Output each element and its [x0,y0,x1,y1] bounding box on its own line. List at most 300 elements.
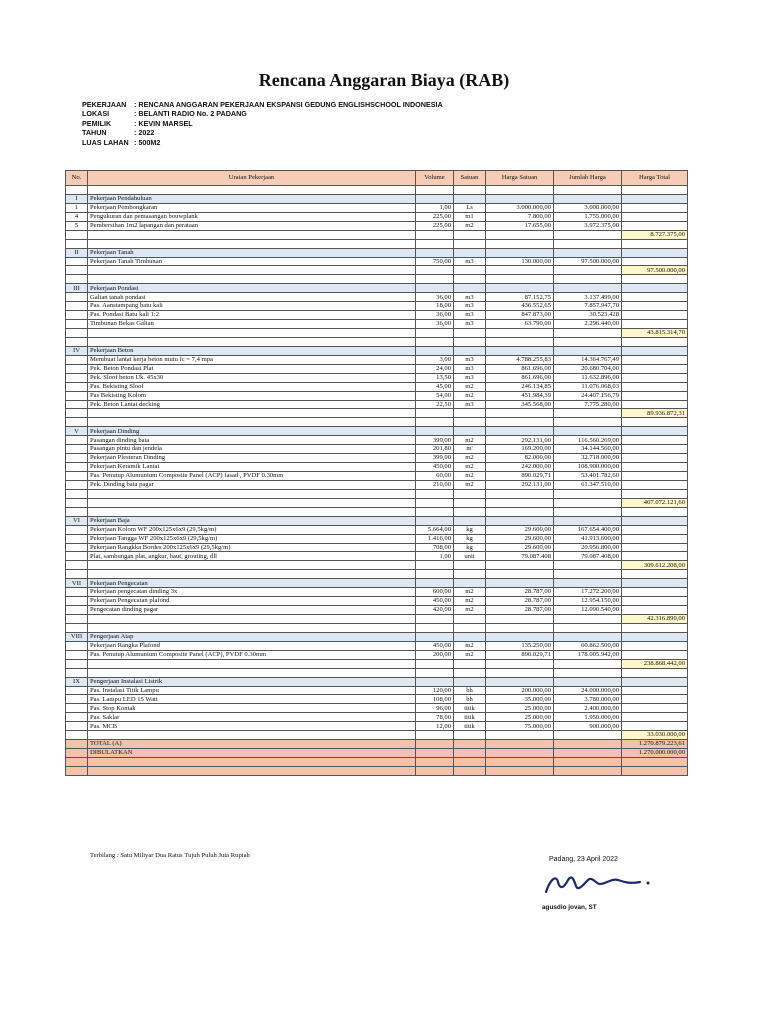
signer-name: agusdio jovan, ST [542,904,597,911]
item-amount: 17.272.200,00 [554,588,622,597]
section-total: 33.030.000,00 [622,731,688,740]
table-cell [622,588,688,597]
subtotal-row [66,659,688,668]
table-cell [486,489,554,498]
table-cell [622,248,688,257]
rab-table [65,170,688,776]
table-cell [554,632,622,641]
table-cell [554,346,622,355]
item-description: Pasangan pintu dan jendela [88,445,416,454]
blank-row [66,186,688,195]
section-total: 238.868.442,00 [622,659,688,668]
table-cell [622,275,688,284]
table-cell [66,275,88,284]
table-cell [416,570,454,579]
table-cell [554,677,622,686]
table-cell [454,632,486,641]
item-volume: 96,00 [416,704,454,713]
item-row [66,480,688,489]
table-cell [66,418,88,427]
table-cell [622,346,688,355]
info-row [82,100,443,109]
item-unit: m2 [454,588,486,597]
item-amount: 53.401.782,60 [554,472,622,481]
info-key: PEMILIK [82,118,112,128]
table-cell [486,579,554,588]
table-cell [622,400,688,409]
table-cell [66,498,88,507]
item-volume: 750,00 [416,257,454,266]
table-cell [622,695,688,704]
item-unit-price: 135.250,00 [486,641,554,650]
item-number [66,588,88,597]
table-cell [416,275,454,284]
item-unit-price: 28.787,00 [486,597,554,606]
table-cell [622,641,688,650]
table-cell [554,498,622,507]
table-cell [66,623,88,632]
item-unit-price: 890.029,71 [486,650,554,659]
item-row [66,650,688,659]
table-cell [486,632,554,641]
item-volume: 200,00 [416,650,454,659]
item-amount: 14.364.767,49 [554,355,622,364]
table-cell [622,382,688,391]
item-unit-price: 87.152,75 [486,293,554,302]
section-number: IX [66,677,88,686]
table-cell [416,346,454,355]
item-number [66,355,88,364]
table-cell [416,194,454,203]
table-cell [66,668,88,677]
table-cell [622,311,688,320]
item-unit-price: 847.873,00 [486,311,554,320]
table-cell [486,329,554,338]
table-cell [416,337,454,346]
column-header: Volume [416,171,454,186]
table-cell [416,766,454,775]
table-cell [88,329,416,338]
table-cell [622,650,688,659]
table-cell [622,320,688,329]
table-cell [622,302,688,311]
table-cell [416,329,454,338]
section-name: Pekerjaan Pendahuluan [88,194,416,203]
item-volume: 399,00 [416,436,454,445]
section-name: Pengerjaan Atap [88,632,416,641]
signature [540,866,655,900]
table-cell [454,418,486,427]
table-cell [486,248,554,257]
item-unit-price: 79.087.408 [486,552,554,561]
table-cell [88,766,416,775]
item-amount: 34.144.560,00 [554,445,622,454]
table-cell [66,659,88,668]
table-cell [88,230,416,239]
table-cell [454,659,486,668]
item-row [66,534,688,543]
item-unit-price: 7.800,00 [486,212,554,221]
item-unit: m2 [454,391,486,400]
item-number [66,543,88,552]
item-unit-price: 29.600,00 [486,525,554,534]
item-amount: 11.632.896,00 [554,373,622,382]
item-unit: m2 [454,480,486,489]
item-row [66,704,688,713]
table-cell [416,677,454,686]
item-row [66,364,688,373]
item-description: Pas. Penutup Alumunium Composite Panel (ACP) fasad , PVDF 0.30mm [88,472,416,481]
item-description: Pembersihan 1m2 lapangan dan perataan [88,221,416,230]
table-cell [622,427,688,436]
table-cell [554,615,622,624]
item-volume: 450,00 [416,463,454,472]
item-amount: 3.137.499,00 [554,293,622,302]
item-row [66,212,688,221]
info-value: : RENCANA ANGGARAN PEKERJAAN EKSPANSI GEDUNG ENGLISHSCHOOL INDONESIA [134,100,443,109]
item-amount: 2.296.440,00 [554,320,622,329]
item-unit: kg [454,534,486,543]
item-description: Pas. Aanstampang batu kali [88,302,416,311]
table-cell [66,615,88,624]
table-cell [622,436,688,445]
item-number [66,364,88,373]
item-unit-price: 17.655,00 [486,221,554,230]
item-description: Pas. Lampu LED 15 Watt [88,695,416,704]
item-number [66,257,88,266]
table-cell [66,570,88,579]
column-header: No. [66,171,88,186]
item-description: Pas. Stop Kontak [88,704,416,713]
item-unit-price: 28.787,00 [486,606,554,615]
table-cell [554,570,622,579]
column-header: Satuan [454,171,486,186]
item-unit: m2 [454,436,486,445]
item-volume: 1,00 [416,203,454,212]
item-unit: m2 [454,650,486,659]
item-description: Pek. Beton Pondasi Plat [88,364,416,373]
item-unit-price: 35.000,00 [486,695,554,704]
item-number [66,445,88,454]
summary-label: DIBULATKAN [88,749,416,758]
section-number: III [66,284,88,293]
item-volume: 210,00 [416,480,454,489]
info-row [82,138,443,147]
item-volume: 225,00 [416,212,454,221]
item-number [66,597,88,606]
item-number [66,293,88,302]
item-number [66,480,88,489]
table-cell [554,561,622,570]
column-header: Jumlah Harga [554,171,622,186]
table-cell [416,516,454,525]
table-cell [486,570,554,579]
table-cell [622,355,688,364]
table-cell [454,507,486,516]
item-unit: m' [454,445,486,454]
table-cell [416,230,454,239]
item-number [66,552,88,561]
item-amount: 30.523.428 [554,311,622,320]
table-cell [88,615,416,624]
item-amount: 7.857.947,70 [554,302,622,311]
item-unit: bh [454,686,486,695]
table-cell [486,337,554,346]
table-cell [622,221,688,230]
item-unit: m1 [454,212,486,221]
table-cell [66,766,88,775]
item-amount: 2.400.000,00 [554,704,622,713]
table-cell [554,740,622,749]
item-row [66,373,688,382]
table-cell [66,731,88,740]
table-cell [416,758,454,767]
summary-value: 1.270.879.223,61 [622,740,688,749]
item-description: Pekerjaan Kolom WF 200x125x6x9 (29,5kg/m) [88,525,416,534]
blank-row [66,418,688,427]
item-volume: 36,00 [416,311,454,320]
summary-label: TOTAL (A) [88,740,416,749]
item-row [66,722,688,731]
section-name: Pekerjaan Pengecatan [88,579,416,588]
table-cell [486,266,554,275]
table-cell [88,623,416,632]
item-row [66,606,688,615]
table-cell [454,498,486,507]
item-volume: 36,00 [416,320,454,329]
blank-row [66,668,688,677]
item-description: Plat, sambungan plat, angkur, baut, grouting, dll [88,552,416,561]
item-unit-price: 292.131,00 [486,436,554,445]
table-cell [486,758,554,767]
table-cell [66,489,88,498]
item-number [66,534,88,543]
table-cell [88,239,416,248]
item-number [66,650,88,659]
item-row [66,463,688,472]
table-cell [66,266,88,275]
table-cell [554,248,622,257]
item-unit-price: 292.131,00 [486,480,554,489]
table-cell [486,275,554,284]
table-cell [454,623,486,632]
table-cell [622,239,688,248]
table-cell [416,266,454,275]
item-description: Pas. Instalasi Titik Lampu [88,686,416,695]
item-unit: unit [454,552,486,561]
item-row [66,695,688,704]
amount-in-words: Terbilang : Satu Miliyar Dua Ratus Tujuh Puluh Juta Rupiah [90,852,250,859]
item-unit-price: 200.000,00 [486,686,554,695]
table-cell [486,346,554,355]
item-unit: m2 [454,221,486,230]
subtotal-row [66,409,688,418]
item-description: Pekerjaan pengecatan dinding 3x [88,588,416,597]
section-total: 407.072.121,60 [622,498,688,507]
table-cell [66,337,88,346]
item-unit-price: 890.029,71 [486,472,554,481]
table-cell [88,570,416,579]
table-cell [416,632,454,641]
item-row [66,257,688,266]
item-row [66,713,688,722]
table-cell [88,561,416,570]
table-cell [416,579,454,588]
table-cell [416,248,454,257]
subtotal-row [66,561,688,570]
section-number: VIII [66,632,88,641]
item-number [66,436,88,445]
item-unit-price: 25.000,00 [486,704,554,713]
section-total: 97.500.000,00 [622,266,688,275]
table-cell [554,749,622,758]
table-cell [454,615,486,624]
item-volume: 18,00 [416,302,454,311]
item-unit-price: 28.787,00 [486,588,554,597]
table-cell [454,194,486,203]
item-unit: m3 [454,320,486,329]
table-cell [66,239,88,248]
table-cell [416,427,454,436]
item-unit-price: 861.696,00 [486,373,554,382]
table-cell [88,507,416,516]
item-unit: titik [454,722,486,731]
item-unit-price: 130.000,00 [486,257,554,266]
item-unit: m3 [454,355,486,364]
table-cell [622,632,688,641]
table-cell [622,534,688,543]
item-unit: m2 [454,463,486,472]
item-unit: m3 [454,311,486,320]
table-cell [416,561,454,570]
table-cell [88,659,416,668]
item-description: Pekerjaan Plesteran Dinding [88,454,416,463]
table-cell [554,427,622,436]
item-volume: 54,00 [416,391,454,400]
summary-value: 1.270.000.000,00 [622,749,688,758]
table-cell [554,507,622,516]
section-total: 43.815.314,70 [622,329,688,338]
item-row [66,293,688,302]
item-volume: 225,00 [416,221,454,230]
table-cell [622,257,688,266]
table-cell [554,659,622,668]
item-amount: 11.076.068,03 [554,382,622,391]
table-cell [622,766,688,775]
item-description: Pas. Penutup Alumunium Composite Panel (ACP), PVDF 0.30mm [88,650,416,659]
item-unit: kg [454,543,486,552]
document-title: Rencana Anggaran Biaya (RAB) [258,70,510,90]
item-number [66,686,88,695]
table-cell [622,686,688,695]
section-row [66,579,688,588]
item-amount: 3.780.000,00 [554,695,622,704]
blank-row [66,489,688,498]
item-unit: kg [454,525,486,534]
table-cell [416,507,454,516]
table-cell [66,507,88,516]
blank-row [66,337,688,346]
table-cell [486,284,554,293]
section-name: Pekerjaan Beton [88,346,416,355]
item-description: Pekerjaan Keramik Lantai [88,463,416,472]
item-description: Pekerjaan Pembongkaran [88,203,416,212]
item-description: Pas. Pondasi Batu kali 1:2 [88,311,416,320]
section-row [66,427,688,436]
section-row [66,194,688,203]
table-cell [88,186,416,195]
item-number: 1 [66,203,88,212]
table-cell [622,597,688,606]
section-row [66,346,688,355]
blank-row [66,275,688,284]
item-row [66,552,688,561]
table-cell [486,561,554,570]
item-row [66,597,688,606]
item-row [66,203,688,212]
table-cell [486,239,554,248]
item-row [66,355,688,364]
table-cell [554,418,622,427]
project-info [82,100,443,147]
table-cell [416,740,454,749]
table-cell [454,275,486,284]
item-volume: 600,00 [416,588,454,597]
item-number [66,454,88,463]
table-cell [66,561,88,570]
item-volume: 13,50 [416,373,454,382]
item-amount: 79.087.408,00 [554,552,622,561]
table-cell [416,623,454,632]
item-row [66,543,688,552]
section-total: 309.612.208,00 [622,561,688,570]
section-name: Pekerjaan Dinding [88,427,416,436]
table-cell [88,266,416,275]
table-cell [454,749,486,758]
item-description: Pengecatan dinding pagar [88,606,416,615]
item-number: 4 [66,212,88,221]
item-amount: 20.680.704,00 [554,364,622,373]
section-total: 8.727.375,00 [622,230,688,239]
info-row [82,119,443,128]
item-row [66,472,688,481]
item-unit: titik [454,704,486,713]
item-unit-price: 25.000,00 [486,713,554,722]
item-number [66,525,88,534]
item-number [66,400,88,409]
item-unit: m3 [454,400,486,409]
table-cell [88,489,416,498]
table-cell [622,570,688,579]
table-cell [66,409,88,418]
table-cell [416,659,454,668]
table-cell [622,543,688,552]
item-unit: bh [454,695,486,704]
table-cell [416,615,454,624]
item-amount: 32.718.000,00 [554,454,622,463]
table-cell [454,248,486,257]
item-description: Pas. Bekisting Sloof [88,382,416,391]
item-unit: m2 [454,454,486,463]
info-value: : 2022 [134,128,155,138]
item-volume: 1.416,00 [416,534,454,543]
section-row [66,632,688,641]
subtotal-row [66,731,688,740]
section-number: II [66,248,88,257]
item-unit-price: 82.000,00 [486,454,554,463]
blank-row [66,570,688,579]
table-cell [554,623,622,632]
